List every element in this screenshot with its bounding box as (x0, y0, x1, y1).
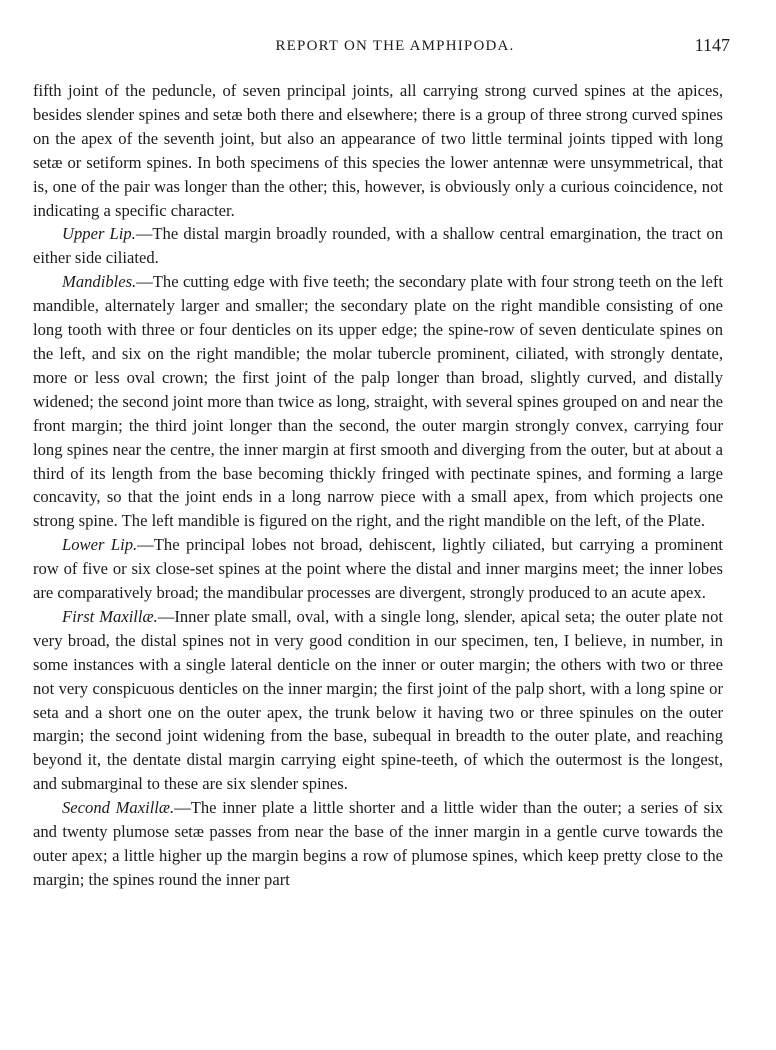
paragraph-text: —The cutting edge with five teeth; the secondary plate with four strong teeth on the left mandible, alternately larger and smaller; the secondary plate on the right mandible consisting of one long tooth with three or four denticles on its upper edge; the spine-row of seven denticulate spines on the left, and six on the right mandible; the molar tubercle prominent, ciliated, with strongly dentate, more or less oval crown; the first joint of the palp longer than broad, slightly curved, and distally widened; the second joint more than twice as long, straight, with several spines grouped on and near the front margin; the third joint longer than the second, the outer margin strongly convex, carrying four long spines near the centre, the inner margin at first smooth and diverging from the outer, but at about a third of its length from the base becoming thickly fringed with pectinate spines, and forming a large concavity, so that the joint ends in a long narrow piece with a small apex, from which projects one strong spine. The left mandible is figured on the right, and the right mandible on the left, of the Plate. (33, 272, 723, 531)
paragraph-text: —The principal lobes not broad, dehiscent, lightly ciliated, but carrying a prominent row of five or six close-set spines at the point where the distal and inner margins meet; the inner lobes are comparatively broad; the mandibular processes are divergent, strongly produced to an acute apex. (33, 535, 723, 603)
paragraph-text: —Inner plate small, oval, with a single long, slender, apical seta; the outer plate not very broad, the distal spines not in very good condition in our specimen, ten, I believe, in number, in some instances with a single lateral denticle on the inner or outer margin; the others with two or three not very conspicuous denticles on the inner margin; the first joint of the palp short, with a long spine or seta and a short one on the outer apex, the trunk below it having two or three spinules on the outer margin; the second joint widening from the base, subequal in breadth to the outer plate, and reaching beyond it, the dentate distal margin carrying eight spine-teeth, of which the outermost is the longest, and submarginal to these are six slender spines. (33, 606, 724, 794)
paragraph-second-maxillae (33, 796, 723, 892)
paragraph-mandibles (33, 270, 723, 533)
page-number: 1147 (694, 35, 730, 55)
running-title: REPORT ON THE AMPHIPODA. (275, 38, 515, 54)
paragraph-text: —The inner plate a little shorter and a little wider than the outer; a series of six and twenty plumose setæ passes from near the base of the inner margin in a gentle curve towards the outer apex; a little higher up the margin begins a row of plumose spines, which keep pretty close to the margin; the spines round the inner part (33, 798, 723, 889)
paragraph-antenna-continuation (33, 79, 723, 222)
body-text (33, 79, 723, 892)
paragraph-text: fifth joint of the peduncle, of seven principal joints, all carrying strong curved spines at the apices, besides slender spines and setæ both there and elsewhere; there is a group of three strong curved spines on the apex of the seventh joint, but also an appearance of two little terminal joints tipped with long setæ or setiform spines. In both specimens of this species the lower antennæ were unsymmetrical, that is, one of the pair was longer than the other; this, however, is obviously only a curious coincidence, not indicating a specific character. (33, 81, 723, 220)
section-heading-first-maxillae: First Maxillæ. (62, 606, 158, 626)
paragraph-text: —The distal margin broadly rounded, with a shallow central emargination, the tract on either side ciliated. (33, 224, 723, 268)
section-heading-lower-lip: Lower Lip. (62, 535, 138, 555)
paragraph-lower-lip (33, 533, 723, 605)
paragraph-first-maxillae (33, 605, 723, 796)
paragraph-upper-lip (33, 222, 723, 270)
section-heading-mandibles: Mandibles. (62, 272, 137, 292)
section-heading-second-maxillae: Second Maxillæ. (62, 798, 175, 818)
section-heading-upper-lip: Upper Lip. (62, 224, 136, 244)
running-head (60, 35, 730, 57)
